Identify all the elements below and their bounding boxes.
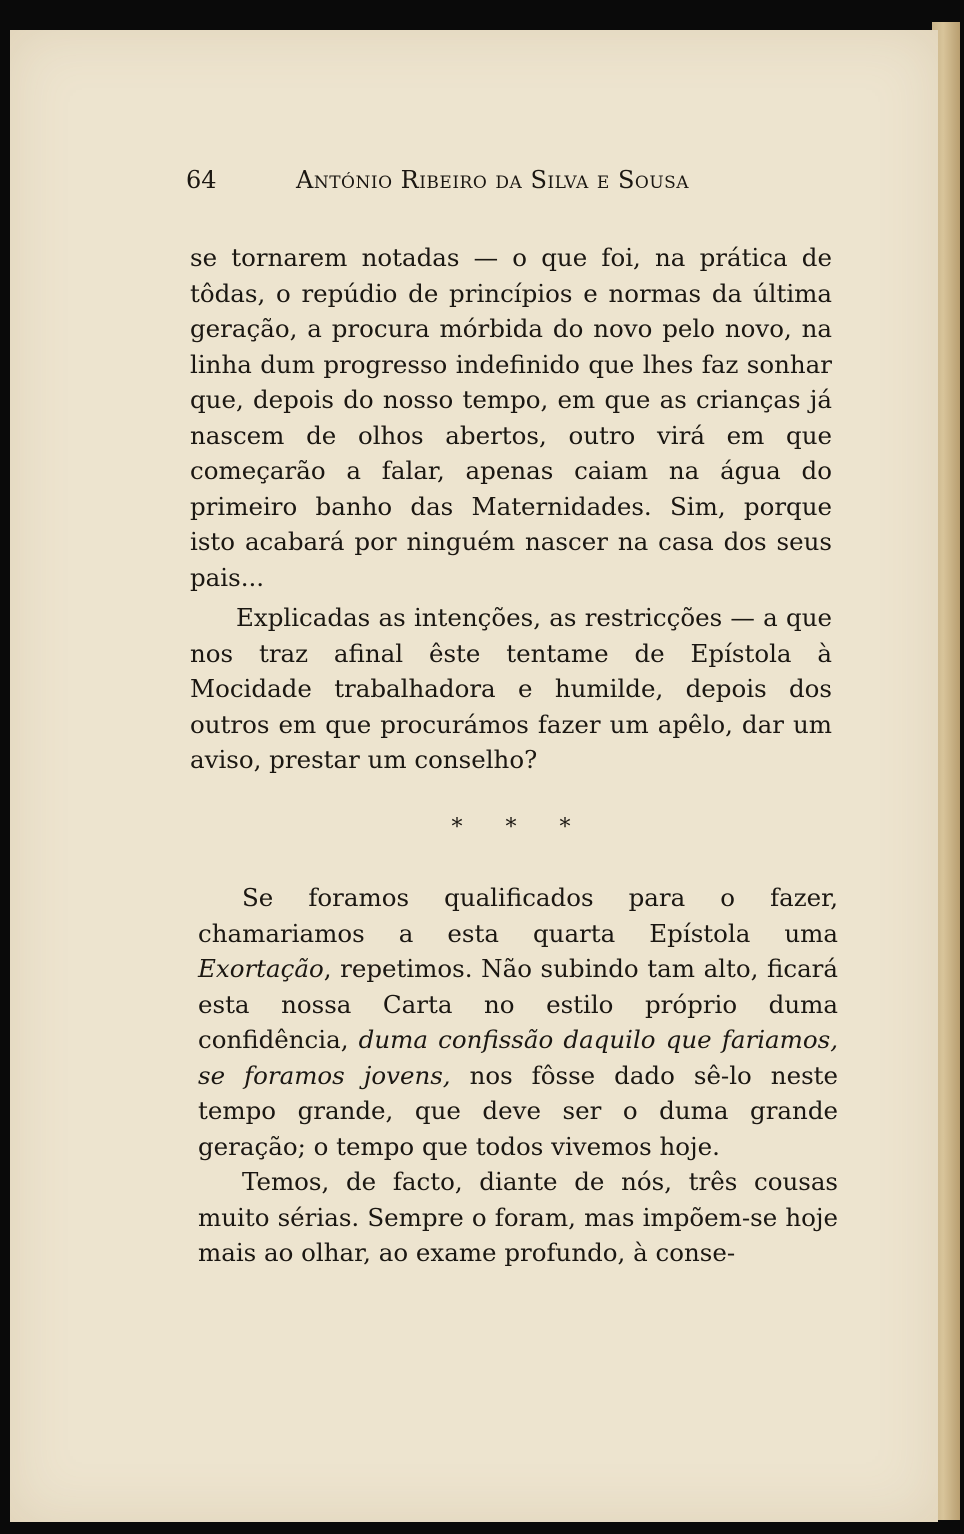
- paragraph-3-text-c: nos fôsse dado sê-lo neste tempo grande, que deve ser o duma grande geração; o tempo que todos vivemos hoje.: [198, 1060, 838, 1161]
- paragraph-3-text-b: , repetimos. Não subindo tam alto, ficará esta nossa Carta no estilo próprio duma confidência,: [198, 954, 838, 1054]
- paragraph-3-italic-exortacao: Exortação: [198, 954, 324, 983]
- running-header: [186, 166, 746, 194]
- paragraph-3-italic-confissao: duma confissão daquilo que fariamos, se foramos jovens,: [198, 1025, 839, 1090]
- paragraph-4: Temos, de facto, diante de nós, três cousas muito sérias. Sempre o foram, mas impõem-se hoje mais ao olhar, ao exame profundo, à conse-: [198, 1167, 838, 1267]
- running-title: António Ribeiro da Silva e Sousa: [296, 166, 690, 194]
- paragraph-1: se tornarem notadas — o que foi, na prática de tôdas, o repúdio de princípios e normas da última geração, a procura mórbida do novo pelo novo, na linha dum progresso indefinido que lhes faz sonhar que, depois do nosso tempo, em que as crianças já nascem de olhos abertos, outro virá em que começarão a falar, apenas caiam na água do primeiro banho das Maternidades. Sim, porque isto acabará por ninguém nascer na casa dos seus pais...: [190, 243, 832, 592]
- paragraph-3: [198, 880, 838, 1164]
- paragraph-3-text-a: Se foramos qualificados para o fazer, chamariamos a esta quarta Epístola uma: [198, 883, 838, 948]
- section-separator: * * *: [451, 815, 589, 840]
- page-number: 64: [186, 166, 217, 194]
- paragraph-2: Explicadas as intenções, as restricções — a que nos traz afinal êste tentame de Epístola à Mocidade trabalhadora e humilde, depois dos outros em que procurámos fazer um apêlo, dar um aviso, prestar um conselho?: [190, 603, 832, 774]
